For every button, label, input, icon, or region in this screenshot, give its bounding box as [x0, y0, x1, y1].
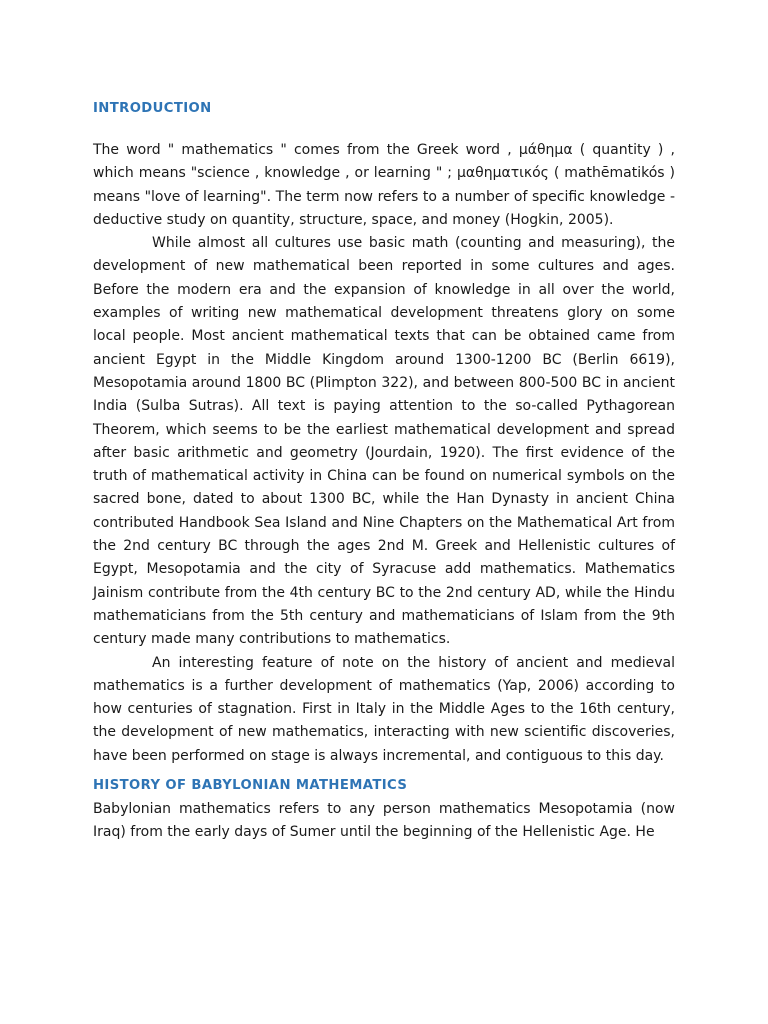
paragraph-ancient-cultures: While almost all cultures use basic math (counting and measuring), the development of new mathematical been reported in some cultures and ages. Before the modern era and the expansion of knowledge in all over the world, examples of writing new mathematical development threatens glory on some local people. Most ancient mathematical texts that can be obtained came from ancient Egypt in the Middle Kingdom around 1300-1200 BC (Berlin 6619), Mesopotamia around 1800 BC (Plimpton 322), and between 800-500 BC in ancient India (Sulba Sutras). All text is paying attention to the so-called Pythagorean Theorem, which seems to be the earliest mathematical development and spread after basic arithmetic and geometry (Jourdain, 1920). The first evidence of the truth of mathematical activity in China can be found on numerical symbols on the sacred bone, dated to about 1300 BC, while the Han Dynasty in ancient China contributed Handbook Sea Island and Nine Chapters on the Mathematical Art from the 2nd century BC through the ages 2nd M. Greek and Hellenistic cultures of Egypt, Mesopotamia and the city of Syracuse add mathematics. Mathematics Jainism contribute from the 4th century BC to the 2nd century AD, while the Hindu mathematicians from the 5th century and mathematicians of Islam from the 9th century made many contributions to mathematics.	[93, 235, 675, 648]
paragraph-medieval-feature: An interesting feature of note on the history of ancient and medieval mathematics is a further development of mathematics (Yap, 2006) according to how centuries of stagnation. First in Italy in the Middle Ages to the 16th century, the development of new mathematics, interacting with new scientific discoveries, have been performed on stage is always incremental, and contiguous to this day.	[93, 654, 675, 764]
paragraph-word-origin: The word " mathematics " comes from the Greek word , μάθημα ( quantity ) , which means "science , knowledge , or learning " ; μαθηματικός ( mathēmatikós ) means "love of learning". The term now refers to a number of specific knowledge - deductive study on quantity, structure, space, and money (Hogkin, 2005).	[93, 142, 675, 228]
paragraph-babylonian: Babylonian mathematics refers to any person mathematics Mesopotamia (now Iraq) from the early days of Sumer until the beginning of the Hellenistic Age. He	[93, 801, 675, 841]
heading-babylonian-history: HISTORY OF BABYLONIAN MATHEMATICS	[93, 778, 408, 794]
heading-introduction: INTRODUCTION	[93, 101, 212, 116]
